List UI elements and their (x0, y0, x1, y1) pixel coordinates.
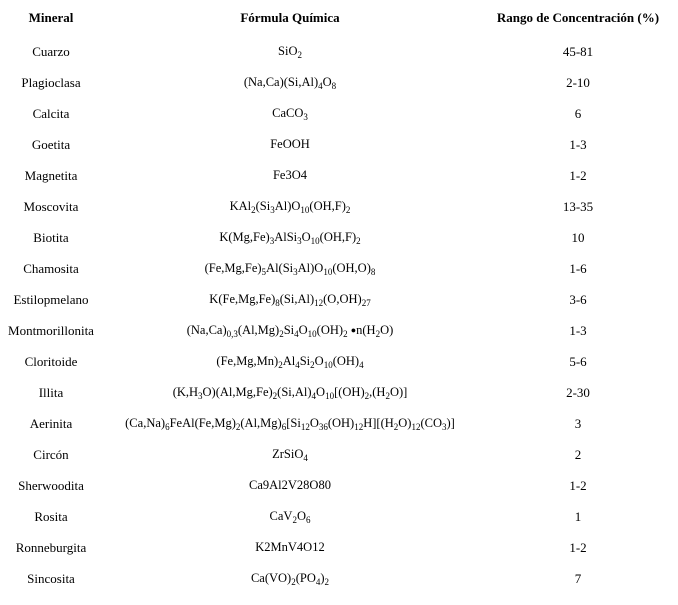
header-row (0, 0, 678, 36)
concentration-range: 2 (574, 446, 582, 462)
mineral-name: Chamosita (23, 260, 79, 276)
concentration-range: 1-2 (569, 539, 587, 555)
table-row (0, 408, 678, 439)
chemical-formula: $CaV_2O_6$ (269, 509, 311, 525)
mineral-name: Estilopmelano (13, 291, 89, 307)
chemical-formula: CaCO$_3$ (272, 106, 308, 122)
header-mineral: Mineral (28, 10, 74, 25)
mineral-name: Biotita (33, 229, 69, 245)
table-row (0, 129, 678, 160)
table-row (0, 36, 678, 67)
table-row (0, 222, 678, 253)
mineral-name: Cuarzo (32, 43, 70, 59)
table-row (0, 470, 678, 501)
chemical-formula: FeOOH (270, 137, 310, 151)
mineral-name: Aerinita (29, 415, 73, 431)
chemical-formula: SiO$_2$ (278, 44, 302, 60)
concentration-range: 2-10 (566, 74, 590, 90)
concentration-range: 7 (574, 570, 582, 586)
chemical-formula: $(Fe,Mg,Mn)_2Al_4Si_2O_{10}(OH)_4$ (216, 354, 364, 370)
chemical-formula: $Ca(VO)_2(PO_4)_2$ (250, 571, 330, 587)
table-row (0, 563, 678, 594)
mineral-name: Plagioclasa (21, 74, 81, 90)
chemical-formula: $KAl_2(Si_3Al)O_{10}(OH,F)_2$ (229, 199, 351, 215)
concentration-range: 3-6 (569, 291, 587, 307)
concentration-range: 2-30 (566, 384, 590, 400)
mineral-name: Magnetita (24, 167, 78, 183)
mineral-name: Illita (38, 384, 64, 400)
chemical-formula: $(Na,Ca)_{0,3}(Al,Mg)_2Si_4O_{10}(OH)_2$ $●n(H_2O)$ (186, 323, 394, 339)
table-row (0, 501, 678, 532)
chemical-formula: $(Na,Ca)(Si,Al)_4O_8$ (243, 75, 337, 91)
mineral-name: Rosita (34, 508, 68, 524)
table-row (0, 315, 678, 346)
chemical-formula: $(Fe,Mg,Fe)_5Al(Si_3Al)O_{10}(OH,O)_8$ (204, 261, 376, 277)
concentration-range: 6 (574, 105, 582, 121)
mineral-name: Sherwoodita (18, 477, 84, 493)
mineral-name: Sincosita (27, 570, 75, 586)
chemical-formula: $K(Mg,Fe)_3AlSi_3O_{10}(OH,F)_2$ (219, 230, 361, 246)
table-row (0, 191, 678, 222)
mineral-name: Moscovita (23, 198, 79, 214)
table-row (0, 160, 678, 191)
chemical-formula: $(Ca,Na)_6FeAl(Fe,Mg)_2(Al,Mg)_6[Si_{12}O_{36}(OH)_{12}H][(H_2O)_{12}(CO_3)]$ (125, 416, 455, 432)
table-row (0, 532, 678, 563)
table-row (0, 253, 678, 284)
concentration-range: 1-6 (569, 260, 587, 276)
table-row (0, 284, 678, 315)
concentration-range: 13-35 (562, 198, 594, 214)
table-row (0, 346, 678, 377)
mineral-name: Ronneburgita (15, 539, 87, 555)
chemical-formula: ZrSiO$_4$ (272, 447, 308, 463)
chemical-formula: Fe3O4 (272, 168, 308, 182)
chemical-formula: K2MnV4O12 (255, 540, 325, 554)
concentration-range: 1-2 (569, 477, 587, 493)
chemical-formula: $(K,H_3O)(Al,Mg,Fe)_2(Si,Al)_4O_{10}[(OH)_2,(H_2O)]$ (172, 385, 408, 401)
mineral-name: Cloritoide (24, 353, 78, 369)
chemical-formula: $K(Fe,Mg,Fe)_8(Si,Al)_{12}(O,OH)_{27}$ (209, 292, 371, 308)
table-row (0, 98, 678, 129)
table-row (0, 377, 678, 408)
table-row (0, 67, 678, 98)
mineral-name: Goetita (31, 136, 71, 152)
concentration-range: 1-3 (569, 136, 587, 152)
concentration-range: 10 (571, 229, 585, 245)
concentration-range: 1 (574, 508, 582, 524)
chemical-formula: Ca9Al2V28O80 (249, 478, 331, 492)
mineral-name: Calcita (32, 105, 70, 121)
table-row (0, 439, 678, 470)
concentration-range: 45-81 (562, 43, 594, 59)
mineral-name: Montmorillonita (8, 322, 94, 338)
header-range: Rango de Concentración (%) (496, 10, 660, 25)
concentration-range: 1-2 (569, 167, 587, 183)
mineral-name: Circón (33, 446, 69, 462)
header-formula: Fórmula Química (240, 10, 340, 25)
concentration-range: 1-3 (569, 322, 587, 338)
concentration-range: 3 (574, 415, 582, 431)
concentration-range: 5-6 (569, 353, 587, 369)
